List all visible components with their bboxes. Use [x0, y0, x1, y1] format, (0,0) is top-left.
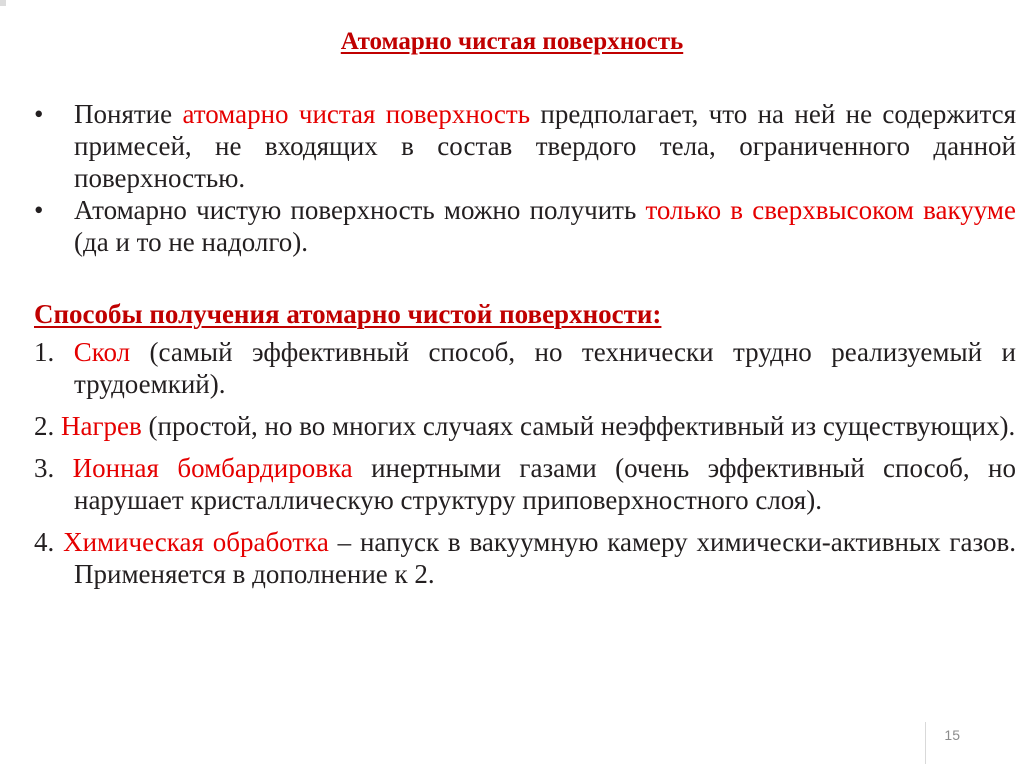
method-description: (простой, но во многих случаях самый неэффективный из существующих).: [141, 411, 1016, 441]
method-description: инертными газами (очень эффективный способ, но нарушает кристаллическую структуру приповерхностного слоя).: [74, 453, 1016, 515]
text-run: Атомарно чистую поверхность можно получить: [74, 195, 646, 225]
method-name: Скол: [73, 337, 131, 367]
method-item: [34, 452, 1016, 516]
method-name: Нагрев: [61, 411, 142, 441]
text-run: Понятие: [74, 99, 183, 129]
bullet-text: [74, 194, 1016, 258]
text-run: [54, 527, 63, 557]
method-number: 2.: [34, 411, 55, 441]
method-item: [34, 410, 1016, 442]
methods-list: [34, 336, 1016, 590]
method-item: [34, 526, 1016, 590]
text-run: [54, 453, 72, 483]
method-name: Ионная бомбардировка: [72, 453, 353, 483]
bullet-dot: •: [34, 99, 44, 129]
bullet-list: [34, 98, 1016, 258]
page-number: 15: [944, 727, 960, 743]
highlight-term: только в сверхвысоком вакууме: [645, 195, 1016, 225]
highlight-term: атомарно чистая поверхность: [182, 99, 531, 129]
method-number: 1.: [34, 337, 55, 367]
bullet-text: [74, 98, 1016, 194]
method-description: (самый эффективный способ, но технически трудно реализуемый и трудоемкий).: [74, 337, 1017, 399]
method-number: 3.: [34, 453, 55, 483]
slide-title: Атомарно чистая поверхность: [340, 28, 684, 55]
text-run: предполагает, что на ней не содержится примесей, не входящих в состав твердого тела, ограниченного данной поверхностью.: [74, 99, 1016, 193]
bullet-item: [34, 194, 1016, 258]
bullet-dot: •: [34, 195, 44, 225]
corner-mark: [0, 0, 6, 6]
footer-divider: [925, 722, 926, 764]
bullet-item: [34, 98, 1016, 194]
slide-content: [34, 98, 1016, 600]
method-description: – напуск в вакуумную камеру химически-активных газов. Применяется в дополнение к 2.: [74, 527, 1016, 589]
methods-heading: Способы получения атомарно чистой поверхности:: [34, 299, 662, 329]
method-name: Химическая обработка: [63, 527, 329, 557]
text-run: [54, 411, 61, 441]
text-run: (да и то не надолго).: [74, 227, 308, 257]
method-number: 4.: [34, 527, 55, 557]
method-item: [34, 336, 1016, 400]
text-run: [54, 337, 73, 367]
